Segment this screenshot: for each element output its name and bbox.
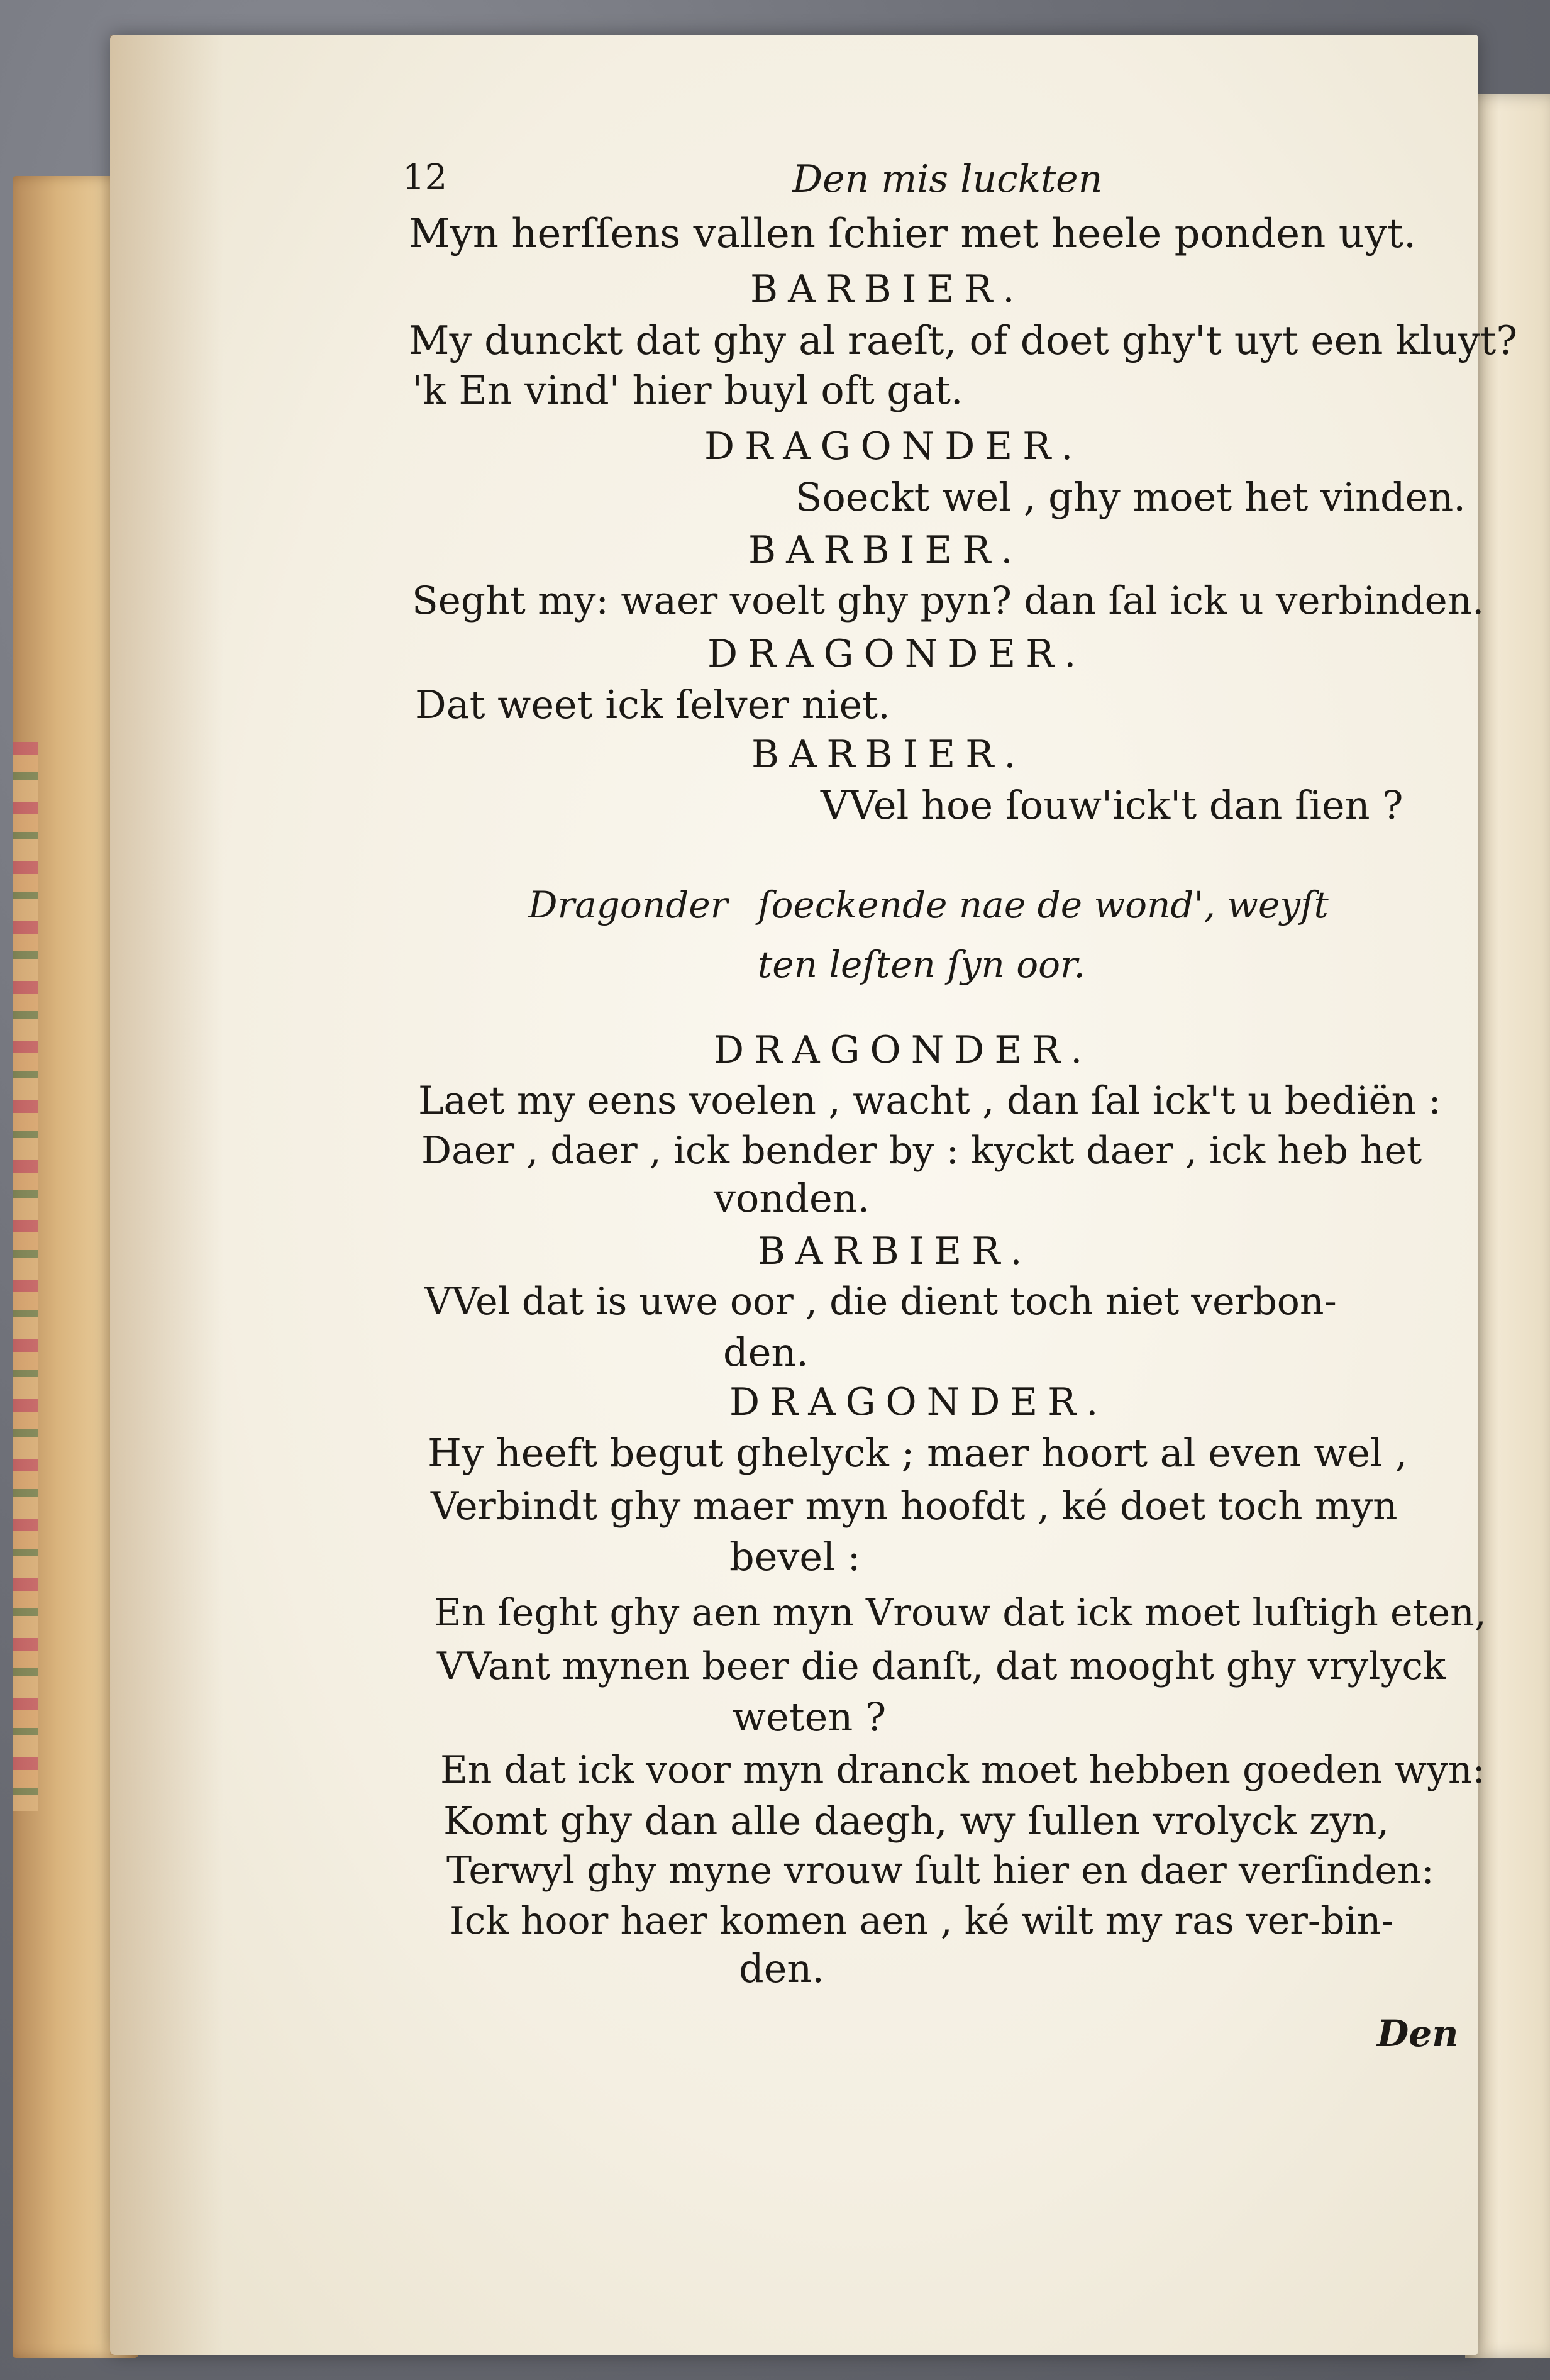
- verse-line: Seght my: waer voelt ghy pyn? dan ſal ick u verbinden.: [412, 578, 1485, 623]
- verse-line: bevel :: [729, 1534, 861, 1580]
- facing-page-edge: [1465, 94, 1550, 2358]
- speaker-label: BARBIER.: [750, 267, 1025, 311]
- verse-line: VVel hoe ſouw'ick't dan ſien ?: [821, 782, 1403, 828]
- verse-line: Terwyl ghy myne vrouw ſult hier en daer verſinden:: [446, 1849, 1434, 1893]
- speaker-label: DRAGONDER.: [729, 1380, 1109, 1424]
- verse-line: Soeckt wel , ghy moet het vinden.: [795, 474, 1466, 520]
- verse-line: weten ?: [733, 1694, 887, 1740]
- verse-line: 'k En vind' hier buyl oft gat.: [412, 367, 963, 413]
- verse-line: Laet my eens voelen , wacht , dan ſal ick't u bediën :: [418, 1078, 1441, 1123]
- stage-direction: ſoeckende nae de wond', weyſt: [758, 883, 1329, 926]
- speaker-label: DRAGONDER.: [704, 424, 1083, 468]
- verse-line: vonden.: [714, 1175, 870, 1221]
- speaker-label: BARBIER.: [748, 528, 1023, 572]
- verse-line: Komt ghy dan alle daegh, wy ſullen vrolyck zyn,: [443, 1798, 1390, 1844]
- stage-direction: ten leſten ſyn oor.: [758, 943, 1085, 986]
- verse-line: Daer , daer , ick bender by : kyckt daer , ick heb het: [421, 1129, 1422, 1173]
- running-title: Den mis luckten: [792, 157, 1103, 201]
- verse-line: den.: [723, 1329, 809, 1375]
- verse-line: Myn herſſens vallen ſchier met heele ponden uyt.: [409, 211, 1417, 257]
- verse-line: Hy heeft begut ghelyck ; maer hoort al even wel ,: [428, 1430, 1408, 1476]
- verse-line: Dat weet ick ſelver niet.: [415, 682, 890, 728]
- verse-line: My dunckt dat ghy al raeſt, of doet ghy't uyt een kluyt?: [409, 318, 1518, 363]
- book-page: [110, 35, 1518, 2355]
- speaker-label: DRAGONDER.: [707, 632, 1087, 676]
- catchword: Den: [1377, 2012, 1459, 2055]
- verse-line: den.: [739, 1946, 825, 1991]
- page-number: 12: [402, 157, 448, 198]
- verse-line: Verbindt ghy maer myn hoofdt , ké doet toch myn: [431, 1484, 1398, 1529]
- verse-line: Ick hoor haer komen aen , ké wilt my ras ver-bin-: [450, 1899, 1394, 1943]
- verse-line: VVel dat is uwe oor , die dient toch niet verbon-: [424, 1280, 1337, 1324]
- stage-direction: Dragonder: [528, 883, 728, 926]
- speaker-label: BARBIER.: [751, 733, 1026, 777]
- verse-line: En dat ick voor myn dranck moet hebben goeden wyn:: [440, 1748, 1485, 1792]
- verse-line: En ſeght ghy aen myn Vrouw dat ick moet luſtigh eten,: [434, 1591, 1486, 1635]
- speaker-label: DRAGONDER.: [714, 1028, 1093, 1072]
- speaker-label: BARBIER.: [758, 1229, 1032, 1273]
- verse-line: VVant mynen beer die danſt, dat mooght ghy vrylyck: [437, 1644, 1446, 1688]
